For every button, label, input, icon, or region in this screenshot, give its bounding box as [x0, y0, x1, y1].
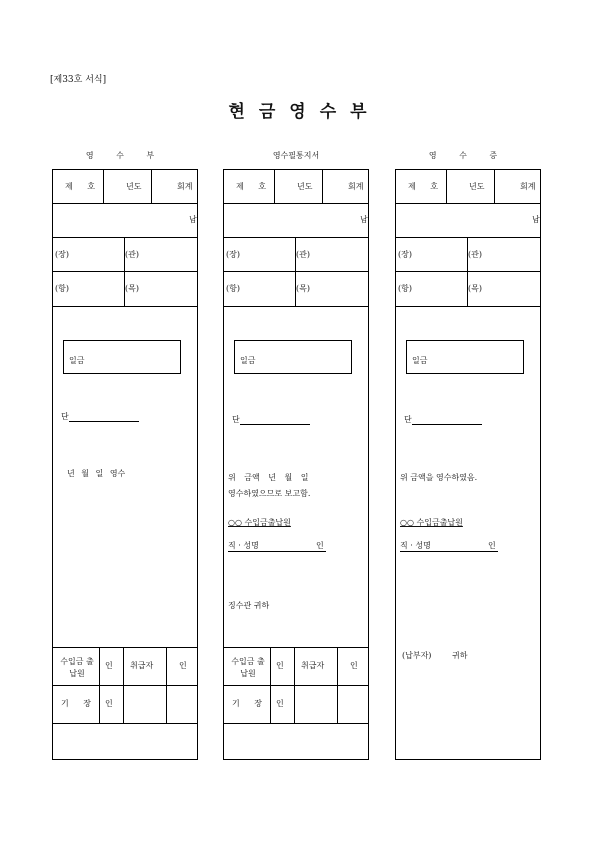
- official-title: ○○ 수입금출납원: [400, 518, 463, 527]
- recorder-label: 기 장: [232, 699, 268, 708]
- mok-label: (목): [125, 284, 139, 293]
- mok-label: (목): [296, 284, 310, 293]
- notice-text-line1: 위 금액 년 월 일: [228, 473, 309, 482]
- account-label: 회계: [348, 182, 364, 191]
- jang-label: (장): [226, 250, 240, 259]
- receipt-notice-form: [223, 169, 369, 760]
- document-number-label: 제 호: [65, 182, 101, 191]
- unit-label: 남: [360, 215, 368, 224]
- hang-label: (항): [55, 284, 69, 293]
- cashier-seal: 인: [276, 661, 284, 670]
- column-heading-receipt-notice: 영수필통지서: [272, 151, 320, 160]
- unit-dan-label: 단: [232, 415, 240, 424]
- amount-box: [63, 340, 181, 374]
- recorder-seal: 인: [105, 699, 113, 708]
- hang-label: (항): [398, 284, 412, 293]
- official-title: ○○ 수입금출납원: [228, 518, 291, 527]
- recorder-seal: 인: [276, 699, 284, 708]
- unit-dan-label: 단: [404, 415, 412, 424]
- notice-text-line2: 영수하였으므로 보고함.: [228, 489, 311, 498]
- fiscal-year-label: 년도: [126, 182, 142, 191]
- receipt-form: [395, 169, 541, 760]
- handler-label: 취급자: [130, 661, 154, 670]
- handler-seal: 인: [179, 661, 187, 670]
- fiscal-year-label: 년도: [297, 182, 313, 191]
- hang-label: (항): [226, 284, 240, 293]
- unit-label: 남: [532, 215, 540, 224]
- signature-underline: [228, 551, 326, 552]
- gwan-label: (관): [468, 250, 482, 259]
- handler-seal: 인: [350, 661, 358, 670]
- amount-label: 일금: [412, 356, 428, 365]
- signature-seal: 인: [316, 541, 324, 550]
- unit-label: 남: [189, 215, 197, 224]
- column-heading-receipt-ledger: 영 수 부: [85, 151, 165, 160]
- gwan-label: (관): [125, 250, 139, 259]
- column-heading-receipt: 영 수 증: [428, 151, 508, 160]
- amount-box: [234, 340, 352, 374]
- jang-label: (장): [398, 250, 412, 259]
- signature-seal: 인: [488, 541, 496, 550]
- page-title: 현금영수부: [228, 102, 381, 122]
- form-number-label: [제33호 서식]: [50, 75, 107, 85]
- recorder-label: 기 장: [61, 699, 97, 708]
- cashier-label: 수입금 출납원: [231, 657, 265, 678]
- dan-underline: [240, 424, 310, 425]
- receipt-text: 위 금액을 영수하였음.: [400, 473, 478, 482]
- receipt-ledger-form: [52, 169, 198, 760]
- payer-addressee-text: (납부자) 귀하: [402, 651, 468, 660]
- fiscal-year-label: 년도: [469, 182, 485, 191]
- unit-dan-label: 단: [61, 412, 69, 421]
- amount-label: 일금: [240, 356, 256, 365]
- addressee-text: 징수관 귀하: [228, 601, 270, 610]
- cashier-label: 수입금 출납원: [60, 657, 94, 678]
- dan-underline: [412, 424, 482, 425]
- signature-label: 직 · 성명: [228, 541, 259, 550]
- amount-box: [406, 340, 524, 374]
- document-number-label: 제 호: [408, 182, 444, 191]
- jang-label: (장): [55, 250, 69, 259]
- gwan-label: (관): [296, 250, 310, 259]
- cashier-seal: 인: [105, 661, 113, 670]
- received-date-text: 년 월 일 영수: [67, 469, 126, 478]
- signature-underline: [400, 551, 498, 552]
- account-label: 회계: [177, 182, 193, 191]
- amount-label: 일금: [69, 356, 85, 365]
- document-number-label: 제 호: [236, 182, 272, 191]
- handler-label: 취급자: [301, 661, 325, 670]
- signature-label: 직 · 성명: [400, 541, 431, 550]
- account-label: 회계: [520, 182, 536, 191]
- dan-underline: [69, 421, 139, 422]
- mok-label: (목): [468, 284, 482, 293]
